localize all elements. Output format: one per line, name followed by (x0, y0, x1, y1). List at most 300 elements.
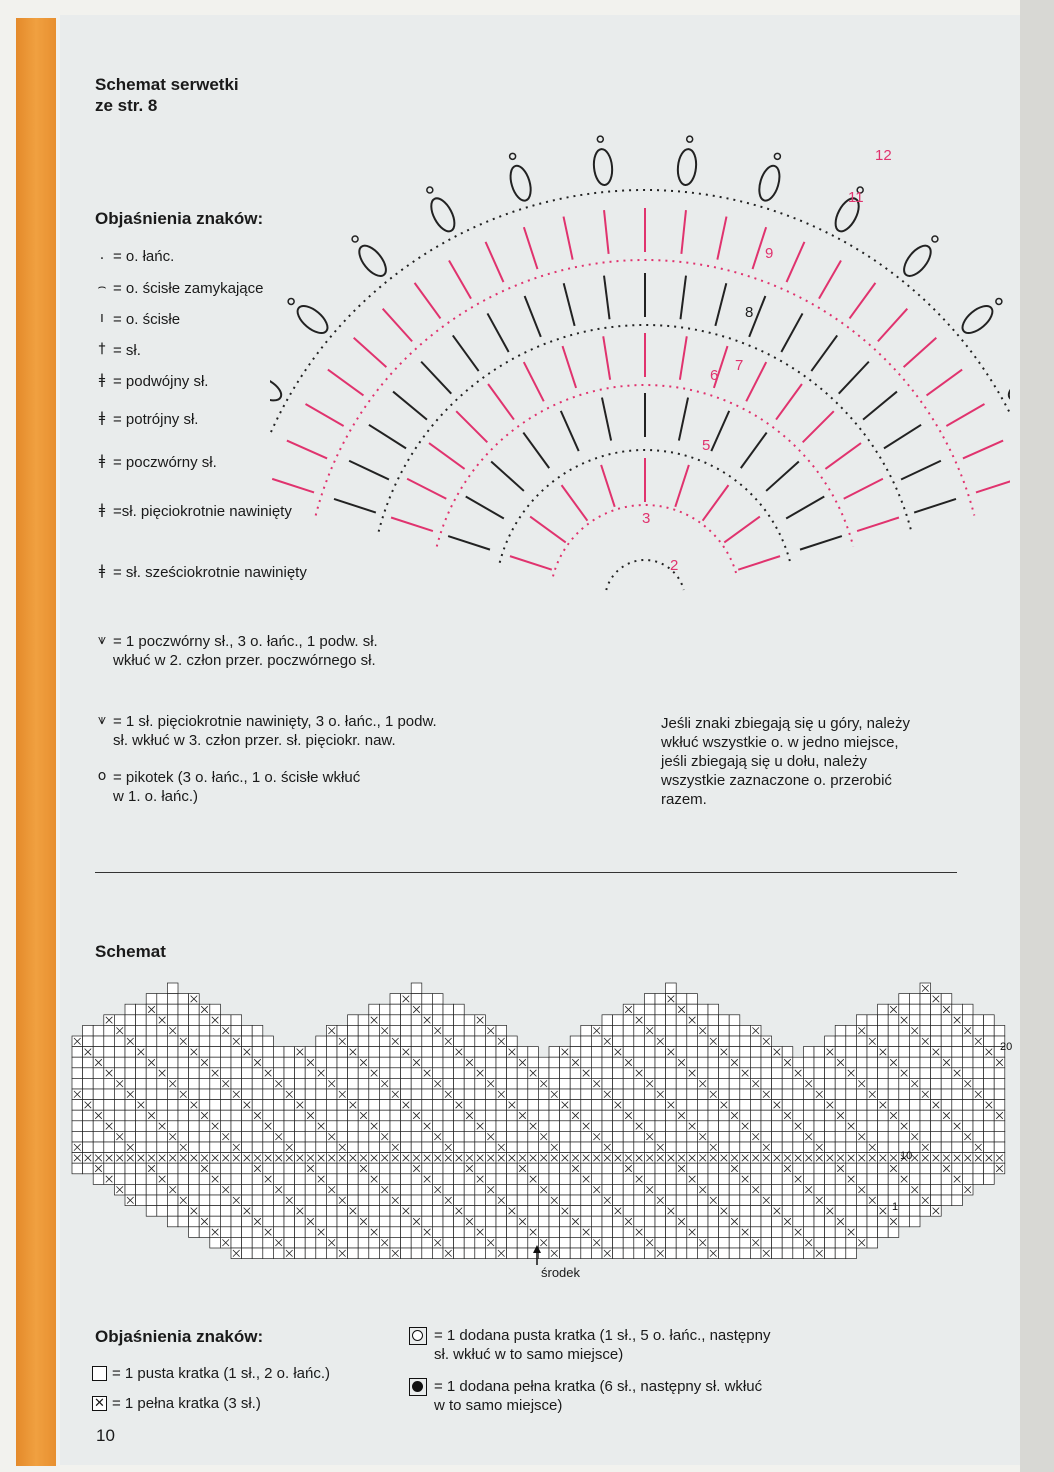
doily-stitch-mark (449, 261, 471, 299)
filet-cell (814, 1216, 825, 1227)
filet-cell (422, 1057, 433, 1068)
filet-cell (178, 994, 189, 1005)
filet-cell (549, 1131, 560, 1142)
filet-cell (899, 1078, 910, 1089)
filet-cell (326, 1068, 337, 1079)
filet-cell (613, 1131, 624, 1142)
filet-cell (856, 1174, 867, 1185)
filet-cell (772, 1163, 783, 1174)
filet-cell (136, 1184, 147, 1195)
filet-cell (390, 1227, 401, 1238)
filet-cell (888, 1078, 899, 1089)
filet-cell (634, 1206, 645, 1217)
filet-cell (984, 1068, 995, 1079)
filet-cell (432, 1206, 443, 1217)
filet-cell (793, 1078, 804, 1089)
filet-cell (199, 1068, 210, 1079)
filet-cell (167, 1110, 178, 1121)
filet-cell (348, 1131, 359, 1142)
filet-cell (125, 1100, 136, 1111)
doily-stitch-mark (448, 536, 490, 550)
filet-cell (443, 1216, 454, 1227)
filet-cell (538, 1142, 549, 1153)
filet-cell (560, 1227, 571, 1238)
filet-cell (432, 1110, 443, 1121)
doily-stitch-mark (803, 411, 834, 442)
filet-cell (750, 1047, 761, 1058)
filet-cell (962, 1100, 973, 1111)
filet-cell (878, 1004, 889, 1015)
filet-cell (867, 1227, 878, 1238)
doily-stitch-mark (524, 362, 544, 401)
filet-cell (443, 1100, 454, 1111)
filet-cell (528, 1195, 539, 1206)
filet-cell (920, 1004, 931, 1015)
filet-cell (295, 1216, 306, 1227)
filet-cell (125, 1025, 136, 1036)
doily-stitch-mark (466, 497, 504, 519)
filet-cell (454, 1004, 465, 1015)
filet-cell (252, 1237, 263, 1248)
doily-cluster-mark (1005, 372, 1010, 405)
filet-cell (252, 1036, 263, 1047)
filet-cell (231, 1131, 242, 1142)
filet-cell (475, 1163, 486, 1174)
filet-cell (994, 1089, 1005, 1100)
doily-round-label: 8 (745, 304, 754, 321)
filet-cell (157, 1184, 168, 1195)
filet-cell (284, 1227, 295, 1238)
filet-cell (676, 1142, 687, 1153)
doily-stitch-mark (675, 465, 689, 507)
crossed-square-icon: ✕ (92, 1396, 107, 1411)
filet-cell (390, 1216, 401, 1227)
filet-cell (157, 1057, 168, 1068)
filet-cell (962, 1004, 973, 1015)
filet-cell (157, 1142, 168, 1153)
filet-cell (252, 1184, 263, 1195)
filet-cell (252, 1195, 263, 1206)
filet-cell (772, 1195, 783, 1206)
filet-cell (167, 1047, 178, 1058)
filet-cell (676, 1078, 687, 1089)
filet-cell (655, 1025, 666, 1036)
filet-cell (337, 1100, 348, 1111)
filet-cell (167, 1036, 178, 1047)
filet-cell (485, 1163, 496, 1174)
filet-cell (231, 1237, 242, 1248)
filet-cell (570, 1206, 581, 1217)
doily-stitch-mark (603, 336, 610, 379)
filet-cell (549, 1057, 560, 1068)
filet-cell (570, 1131, 581, 1142)
filet-cell (220, 1047, 231, 1058)
doily-picot-mark (510, 153, 516, 159)
legend-item: = o. ścisłe zamykające (113, 280, 264, 297)
filet-cell (485, 1206, 496, 1217)
filet-cell (581, 1078, 592, 1089)
filet-cell (814, 1206, 825, 1217)
filet-cell (263, 1057, 274, 1068)
filet-cell (591, 1089, 602, 1100)
filet-cell (856, 1142, 867, 1153)
filet-cell (475, 1100, 486, 1111)
filet-cell (199, 1174, 210, 1185)
doily-stitch-mark (523, 433, 549, 469)
filet-cell (220, 1174, 231, 1185)
filet-cell (432, 1100, 443, 1111)
filet-cell (697, 1015, 708, 1026)
filet-cell (655, 1015, 666, 1026)
filet-cell (560, 1248, 571, 1259)
filet-cell (178, 1216, 189, 1227)
filet-cell (782, 1206, 793, 1217)
filet-cell (581, 1100, 592, 1111)
filet-cell (390, 1163, 401, 1174)
filet-cell (602, 1078, 613, 1089)
doily-stitch-mark (328, 370, 364, 396)
filet-cell (613, 1057, 624, 1068)
filet-cell (263, 1206, 274, 1217)
filet-cell (941, 1068, 952, 1079)
filet-cell (740, 1142, 751, 1153)
filet-cell (931, 1174, 942, 1185)
legend-item: = podwójny sł. (113, 373, 209, 390)
filet-cell (464, 1248, 475, 1259)
filet-cell (613, 1015, 624, 1026)
filet-cell (189, 1089, 200, 1100)
filet-cell (443, 1110, 454, 1121)
filet-cell (803, 1206, 814, 1217)
filet-cell (114, 1174, 125, 1185)
filet-cell (793, 1206, 804, 1217)
filet-cell (697, 1110, 708, 1121)
filet-cell (878, 1142, 889, 1153)
filet-cell (666, 1004, 677, 1015)
section-divider (95, 872, 957, 873)
filet-cell (644, 1047, 655, 1058)
legend-symbol-icon: ǂ (98, 502, 106, 518)
filet-cell (379, 1047, 390, 1058)
filet-cell (157, 1110, 168, 1121)
filet-cell (284, 1131, 295, 1142)
filet-cell (422, 1004, 433, 1015)
filet-cell (379, 1206, 390, 1217)
filet-cell (326, 1216, 337, 1227)
filet-cell (634, 1078, 645, 1089)
filet-cell (538, 1248, 549, 1259)
filet-cell (369, 1248, 380, 1259)
filet-cell (411, 983, 422, 994)
filet-cell (602, 1131, 613, 1142)
filet-cell (369, 1057, 380, 1068)
filet-cell (888, 1131, 899, 1142)
filet-cell (411, 1248, 422, 1259)
filet-cell (125, 1015, 136, 1026)
filet-cell (719, 1195, 730, 1206)
filet-cell (83, 1163, 94, 1174)
filet-cell (655, 1184, 666, 1195)
filet-cell (517, 1227, 528, 1238)
filet-cell (581, 1057, 592, 1068)
legend-item: = o. ścisłe (113, 311, 181, 328)
filet-cell (220, 1195, 231, 1206)
filet-cell (358, 1195, 369, 1206)
filet-cell (591, 1142, 602, 1153)
filet-cell (401, 1142, 412, 1153)
filet-cell (772, 1068, 783, 1079)
filet-cell (878, 1174, 889, 1185)
filet-cell (136, 1004, 147, 1015)
filet-cell (295, 1089, 306, 1100)
filet-cell (920, 1015, 931, 1026)
filet-cell (591, 1121, 602, 1132)
filet-cell (899, 1163, 910, 1174)
filet-cell (210, 1195, 221, 1206)
filet-cell (644, 1174, 655, 1185)
doily-cluster-mark (756, 163, 784, 203)
legend-symbol-icon: ǂ (98, 372, 106, 388)
filet-cell (125, 1078, 136, 1089)
filet-cell (835, 1237, 846, 1248)
filet-cell (708, 1163, 719, 1174)
filet-cell (655, 1174, 666, 1185)
filet-cell (856, 1227, 867, 1238)
filet-cell (210, 1047, 221, 1058)
filet-cell (411, 1237, 422, 1248)
filet-cell (549, 1047, 560, 1058)
filet-cell (867, 1163, 878, 1174)
filet-cell (846, 1163, 857, 1174)
filet-cell (729, 1227, 740, 1238)
filet-cell (83, 1078, 94, 1089)
filet-cell (358, 1015, 369, 1026)
filet-cell (772, 1184, 783, 1195)
filet-cell (772, 1237, 783, 1248)
filet-cell (252, 1227, 263, 1238)
filet-cell (422, 1195, 433, 1206)
filet-cell (507, 1216, 518, 1227)
filet-cell (242, 1142, 253, 1153)
filet-cell (793, 1216, 804, 1227)
filet-cell (538, 1206, 549, 1217)
filet-cell (782, 1121, 793, 1132)
filet-cell (401, 1025, 412, 1036)
filet-cell (464, 1174, 475, 1185)
doily-picot-mark (687, 136, 693, 142)
filet-cell (178, 1206, 189, 1217)
legend-symbol-icon: ǂ (98, 410, 106, 426)
filet-cell (454, 1195, 465, 1206)
filet-cell (793, 1248, 804, 1259)
filet-cell (708, 1047, 719, 1058)
filet-cell (666, 1184, 677, 1195)
filet-cell (295, 1174, 306, 1185)
filet-cell (729, 1068, 740, 1079)
filet-cell (697, 1004, 708, 1015)
filet-cell (93, 1142, 104, 1153)
filet-cell (348, 1163, 359, 1174)
filet-cell (941, 1015, 952, 1026)
filet-cell (931, 1110, 942, 1121)
filet-cell (157, 1036, 168, 1047)
filet-cell (157, 1047, 168, 1058)
filet-cell (326, 1142, 337, 1153)
filet-cell (772, 1174, 783, 1185)
filet-cell (888, 1068, 899, 1079)
filet-cell (220, 1110, 231, 1121)
doily-stitch-mark (681, 210, 686, 254)
filet-cell (263, 1184, 274, 1195)
filet-cell (390, 1100, 401, 1111)
filet-cell (517, 1068, 528, 1079)
filet-cell (750, 1195, 761, 1206)
filet-cell (210, 1025, 221, 1036)
filet-cell (772, 1131, 783, 1142)
filet-cell (825, 1195, 836, 1206)
filet-cell (358, 1121, 369, 1132)
filet-cell (231, 1121, 242, 1132)
filet-cell (941, 1184, 952, 1195)
filet-cell (613, 1248, 624, 1259)
filet-cell (348, 1248, 359, 1259)
filet-cell (581, 1142, 592, 1153)
filet-cell (687, 1100, 698, 1111)
filet-cell (507, 1036, 518, 1047)
filet-cell (528, 1100, 539, 1111)
filet-cell (507, 1057, 518, 1068)
filet-cell (602, 1110, 613, 1121)
filet-cell (549, 1216, 560, 1227)
filet-cell (687, 1195, 698, 1206)
filet-cell (803, 1110, 814, 1121)
filet-cell (337, 1068, 348, 1079)
filet-cell (697, 1216, 708, 1227)
filet-cell (591, 1100, 602, 1111)
filet-cell (962, 1036, 973, 1047)
doily-stitch-mark (825, 443, 861, 469)
filet-cell (973, 1100, 984, 1111)
filet-cell (719, 1184, 730, 1195)
filet-legend-title: Objaśnienia znaków: (95, 1327, 264, 1346)
filet-cell (93, 1025, 104, 1036)
filet-cell (761, 1206, 772, 1217)
filet-cell (602, 1121, 613, 1132)
filet-cell (189, 1015, 200, 1026)
filet-cell (962, 1174, 973, 1185)
filet-cell (326, 1047, 337, 1058)
doily-stitch-mark (287, 441, 327, 459)
filet-cell (337, 1206, 348, 1217)
filet-cell (528, 1047, 539, 1058)
filet-cell (825, 1174, 836, 1185)
doily-stitch-mark (562, 485, 588, 521)
filet-cell (379, 1227, 390, 1238)
filet-cell (560, 1237, 571, 1248)
filet-cell (136, 1025, 147, 1036)
filet-cell (655, 1216, 666, 1227)
doily-stitch-mark (680, 276, 686, 320)
filet-cell (931, 1131, 942, 1142)
filet-cell (316, 1184, 327, 1195)
filet-cell (899, 1195, 910, 1206)
filet-cell (729, 1089, 740, 1100)
filet-cell (888, 1100, 899, 1111)
filet-cell (305, 1047, 316, 1058)
filet-cell (401, 1036, 412, 1047)
filet-cell (507, 1110, 518, 1121)
filet-cell (252, 1068, 263, 1079)
filet-cell (305, 1068, 316, 1079)
filet-cell (772, 1216, 783, 1227)
filet-cell (931, 1015, 942, 1026)
filet-cell (390, 1174, 401, 1185)
filet-cell (719, 1015, 730, 1026)
filet-cell (475, 1216, 486, 1227)
filet-cell (899, 994, 910, 1005)
filet-cell (454, 1174, 465, 1185)
filet-cell (167, 1163, 178, 1174)
filet-cell (856, 1110, 867, 1121)
filet-cell (210, 1131, 221, 1142)
filet-cell (941, 1195, 952, 1206)
filet-cell (348, 1057, 359, 1068)
filet-cell (973, 1057, 984, 1068)
filet-cell (835, 1142, 846, 1153)
filet-cell (528, 1206, 539, 1217)
filet-cell (517, 1131, 528, 1142)
filet-cell (909, 1216, 920, 1227)
filet-cell (252, 1248, 263, 1259)
filet-cell (952, 1047, 963, 1058)
filet-cell (899, 1206, 910, 1217)
filet-cell (676, 1100, 687, 1111)
filet-cell (475, 1131, 486, 1142)
filet-cell (549, 1184, 560, 1195)
filet-cell (316, 1047, 327, 1058)
filet-cell (846, 1078, 857, 1089)
filet-cell (252, 1121, 263, 1132)
filet-cell (167, 1195, 178, 1206)
filet-cell (962, 1057, 973, 1068)
filet-cell (104, 1100, 115, 1111)
filet-cell (242, 1237, 253, 1248)
legend-item: =sł. pięciokrotnie nawinięty (113, 503, 292, 520)
filet-cell (189, 1163, 200, 1174)
filet-cell (411, 1184, 422, 1195)
filet-cell (475, 1078, 486, 1089)
filet-cell (814, 1174, 825, 1185)
doily-stitch-mark (486, 242, 504, 282)
doily-stitch-mark (904, 338, 937, 367)
filet-cell (167, 1004, 178, 1015)
filet-cell (231, 1057, 242, 1068)
filet-cell (952, 1004, 963, 1015)
filet-cell (242, 1036, 253, 1047)
filet-cell (432, 1121, 443, 1132)
filet-cell (772, 1248, 783, 1259)
filet-cell (496, 1110, 507, 1121)
filet-cell (676, 1025, 687, 1036)
filet-cell (189, 1184, 200, 1195)
filet-cell (549, 1237, 560, 1248)
filet-cell (973, 1025, 984, 1036)
filet-cell (358, 1237, 369, 1248)
filet-cell (252, 1025, 263, 1036)
filet-cell (199, 1195, 210, 1206)
filet-cell (295, 1184, 306, 1195)
filet-cell (273, 1110, 284, 1121)
